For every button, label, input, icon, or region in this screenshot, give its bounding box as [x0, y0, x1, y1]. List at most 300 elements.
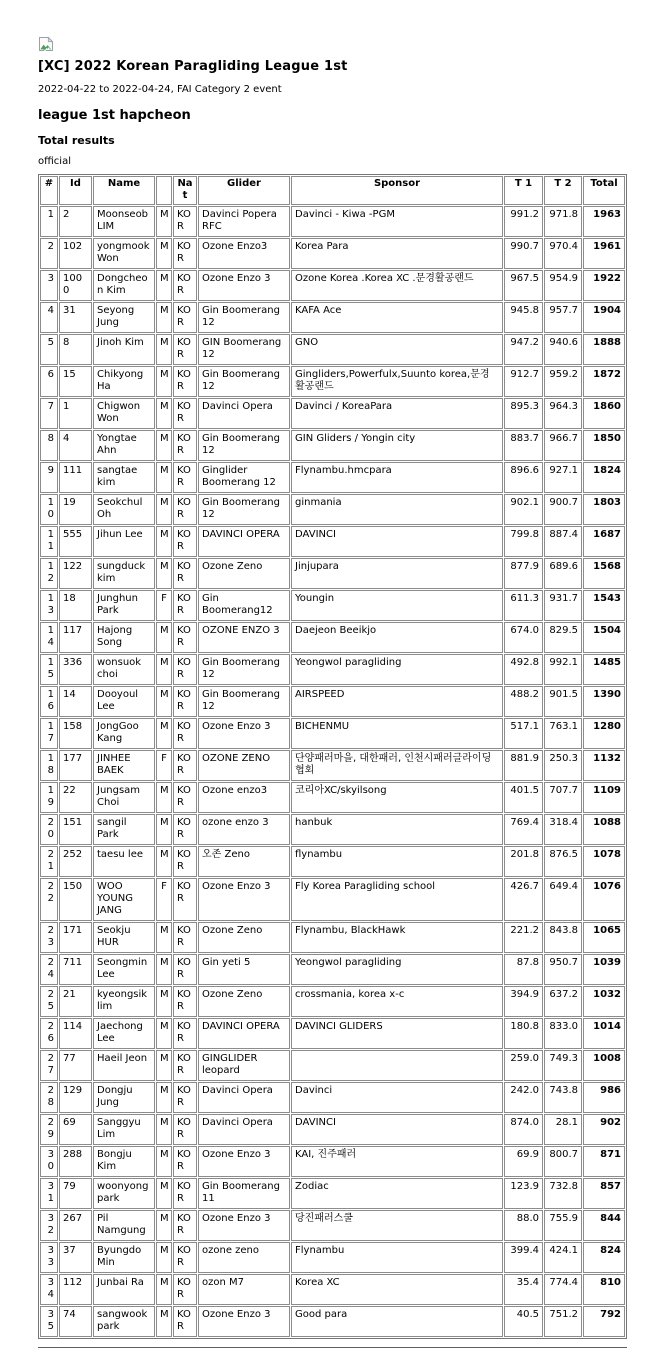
cell-total: 844 [583, 1210, 625, 1241]
cell-total: 1687 [583, 526, 625, 557]
table-row [40, 622, 625, 653]
cell-total: 1904 [583, 302, 625, 333]
cell-name: Hajong Song [93, 622, 155, 653]
cell-t1: 87.8 [504, 954, 543, 985]
table-row [40, 878, 625, 921]
cell-id: 14 [59, 686, 92, 717]
cell-sponsor: Fly Korea Paragliding school [291, 878, 503, 921]
cell-t2: 250.3 [544, 750, 582, 781]
cell-total: 1872 [583, 366, 625, 397]
cell-gender: M [156, 1242, 172, 1273]
cell-t1: 991.2 [504, 206, 543, 237]
cell-t2: 900.7 [544, 494, 582, 525]
cell-rank: 31 [40, 1178, 58, 1209]
cell-gender: M [156, 398, 172, 429]
cell-gender: M [156, 494, 172, 525]
cell-total: 1803 [583, 494, 625, 525]
cell-gender: M [156, 462, 172, 493]
table-row [40, 1242, 625, 1273]
cell-gender: M [156, 1114, 172, 1145]
cell-id: 158 [59, 718, 92, 749]
cell-gender: M [156, 922, 172, 953]
cell-nat: KOR [173, 654, 197, 685]
cell-glider: Ozone enzo3 [198, 782, 290, 813]
cell-t1: 401.5 [504, 782, 543, 813]
table-row [40, 398, 625, 429]
header-cell-name: Name [93, 176, 155, 205]
cell-nat: KOR [173, 1146, 197, 1177]
cell-name: Seokju HUR [93, 922, 155, 953]
cell-gender: M [156, 334, 172, 365]
cell-nat: KOR [173, 334, 197, 365]
cell-t2: 749.3 [544, 1050, 582, 1081]
cell-sponsor: Ozone Korea .Korea XC .문경활공랜드 [291, 270, 503, 301]
cell-gender: F [156, 878, 172, 921]
cell-total: 986 [583, 1082, 625, 1113]
cell-gender: M [156, 270, 172, 301]
cell-t1: 945.8 [504, 302, 543, 333]
cell-rank: 2 [40, 238, 58, 269]
cell-gender: M [156, 526, 172, 557]
cell-name: Seongmin Lee [93, 954, 155, 985]
cell-rank: 5 [40, 334, 58, 365]
results-type-heading: Total results [38, 134, 115, 147]
cell-name: Seokchul Oh [93, 494, 155, 525]
cell-total: 1039 [583, 954, 625, 985]
cell-glider: Ozone Enzo 3 [198, 1146, 290, 1177]
cell-t1: 611.3 [504, 590, 543, 621]
header-cell-nat: Nat [173, 176, 197, 205]
cell-t2: 964.3 [544, 398, 582, 429]
cell-nat: KOR [173, 1274, 197, 1305]
cell-glider: Davinci Opera [198, 1082, 290, 1113]
cell-nat: KOR [173, 1114, 197, 1145]
table-row [40, 1146, 625, 1177]
cell-nat: KOR [173, 526, 197, 557]
cell-total: 1078 [583, 846, 625, 877]
cell-rank: 15 [40, 654, 58, 685]
cell-sponsor: Gingliders,Powerfulx,Suunto korea,문경활공랜드 [291, 366, 503, 397]
table-row [40, 1018, 625, 1049]
cell-name: Jaechong Lee [93, 1018, 155, 1049]
cell-t2: 970.4 [544, 238, 582, 269]
page-title: [XC] 2022 Korean Paragliding League 1st [38, 59, 348, 74]
cell-total: 1132 [583, 750, 625, 781]
cell-id: 1000 [59, 270, 92, 301]
cell-id: 711 [59, 954, 92, 985]
cell-rank: 9 [40, 462, 58, 493]
cell-sponsor: hanbuk [291, 814, 503, 845]
cell-id: 31 [59, 302, 92, 333]
cell-t2: 424.1 [544, 1242, 582, 1273]
cell-t1: 492.8 [504, 654, 543, 685]
cell-rank: 1 [40, 206, 58, 237]
cell-nat: KOR [173, 206, 197, 237]
cell-total: 1065 [583, 922, 625, 953]
cell-total: 1543 [583, 590, 625, 621]
cell-nat: KOR [173, 622, 197, 653]
cell-glider: Davinci Opera [198, 398, 290, 429]
cell-gender: M [156, 814, 172, 845]
table-header-row [40, 176, 625, 205]
cell-sponsor: crossmania, korea x-c [291, 986, 503, 1017]
cell-t1: 69.9 [504, 1146, 543, 1177]
cell-sponsor: AIRSPEED [291, 686, 503, 717]
cell-t2: 774.4 [544, 1274, 582, 1305]
cell-glider: ozone enzo 3 [198, 814, 290, 845]
table-row [40, 1274, 625, 1305]
table-row [40, 558, 625, 589]
cell-nat: KOR [173, 782, 197, 813]
cell-name: taesu lee [93, 846, 155, 877]
cell-glider: ozone zeno [198, 1242, 290, 1273]
table-row [40, 922, 625, 953]
header-cell-t2: T 2 [544, 176, 582, 205]
table-row [40, 1082, 625, 1113]
cell-gender: M [156, 718, 172, 749]
header-cell-gender [156, 176, 172, 205]
cell-gender: M [156, 986, 172, 1017]
cell-glider: Gin Boomerang 11 [198, 1178, 290, 1209]
cell-name: Junghun Park [93, 590, 155, 621]
cell-total: 1076 [583, 878, 625, 921]
cell-glider: Ozone Enzo 3 [198, 1210, 290, 1241]
cell-rank: 19 [40, 782, 58, 813]
table-row [40, 750, 625, 781]
cell-t2: 876.5 [544, 846, 582, 877]
cell-nat: KOR [173, 954, 197, 985]
table-row [40, 1306, 625, 1337]
cell-t2: 763.1 [544, 718, 582, 749]
cell-t2: 800.7 [544, 1146, 582, 1177]
cell-rank: 23 [40, 922, 58, 953]
table-row [40, 494, 625, 525]
cell-total: 1963 [583, 206, 625, 237]
cell-id: 18 [59, 590, 92, 621]
cell-name: Seyong Jung [93, 302, 155, 333]
cell-gender: M [156, 1306, 172, 1337]
cell-glider: Gin Boomerang 12 [198, 302, 290, 333]
cell-sponsor: KAI, 진주패러 [291, 1146, 503, 1177]
cell-name: sungduck kim [93, 558, 155, 589]
cell-t1: 35.4 [504, 1274, 543, 1305]
table-row [40, 686, 625, 717]
cell-nat: KOR [173, 238, 197, 269]
cell-t2: 927.1 [544, 462, 582, 493]
table-row [40, 462, 625, 493]
cell-rank: 17 [40, 718, 58, 749]
cell-gender: M [156, 622, 172, 653]
cell-t1: 896.6 [504, 462, 543, 493]
cell-gender: F [156, 590, 172, 621]
cell-nat: KOR [173, 558, 197, 589]
cell-t1: 902.1 [504, 494, 543, 525]
cell-rank: 6 [40, 366, 58, 397]
cell-name: Jungsam Choi [93, 782, 155, 813]
cell-name: Bongju Kim [93, 1146, 155, 1177]
cell-t1: 88.0 [504, 1210, 543, 1241]
cell-sponsor: 단양패러마을, 대한패러, 인천시패러글라이딩협회 [291, 750, 503, 781]
cell-t2: 833.0 [544, 1018, 582, 1049]
header-cell-glider: Glider [198, 176, 290, 205]
cell-rank: 16 [40, 686, 58, 717]
cell-rank: 29 [40, 1114, 58, 1145]
cell-name: JINHEE BAEK [93, 750, 155, 781]
cell-total: 1390 [583, 686, 625, 717]
cell-total: 1922 [583, 270, 625, 301]
cell-sponsor: DAVINCI [291, 1114, 503, 1145]
cell-id: 336 [59, 654, 92, 685]
cell-name: Sanggyu Lim [93, 1114, 155, 1145]
cell-id: 8 [59, 334, 92, 365]
cell-sponsor: Flynambu.hmcpara [291, 462, 503, 493]
cell-gender: M [156, 1274, 172, 1305]
cell-rank: 12 [40, 558, 58, 589]
cell-id: 129 [59, 1082, 92, 1113]
cell-name: kyeongsik lim [93, 986, 155, 1017]
cell-rank: 21 [40, 846, 58, 877]
cell-t1: 399.4 [504, 1242, 543, 1273]
cell-rank: 7 [40, 398, 58, 429]
cell-id: 2 [59, 206, 92, 237]
cell-glider: Gin Boomerang 12 [198, 494, 290, 525]
cell-t1: 912.7 [504, 366, 543, 397]
cell-glider: DAVINCI OPERA [198, 526, 290, 557]
cell-rank: 22 [40, 878, 58, 921]
cell-rank: 8 [40, 430, 58, 461]
cell-nat: KOR [173, 718, 197, 749]
cell-rank: 27 [40, 1050, 58, 1081]
cell-t2: 971.8 [544, 206, 582, 237]
table-row [40, 1210, 625, 1241]
cell-t1: 221.2 [504, 922, 543, 953]
cell-rank: 25 [40, 986, 58, 1017]
cell-id: 15 [59, 366, 92, 397]
cell-rank: 34 [40, 1274, 58, 1305]
cell-glider: Gin Boomerang 12 [198, 430, 290, 461]
cell-name: sangtae kim [93, 462, 155, 493]
cell-sponsor: Jinjupara [291, 558, 503, 589]
cell-glider: Ginglider Boomerang 12 [198, 462, 290, 493]
cell-t1: 674.0 [504, 622, 543, 653]
cell-glider: 오존 Zeno [198, 846, 290, 877]
cell-name: Jihun Lee [93, 526, 155, 557]
cell-id: 177 [59, 750, 92, 781]
cell-name: woonyong park [93, 1178, 155, 1209]
cell-id: 171 [59, 922, 92, 953]
cell-sponsor: GNO [291, 334, 503, 365]
cell-nat: KOR [173, 750, 197, 781]
cell-t1: 877.9 [504, 558, 543, 589]
cell-sponsor: DAVINCI GLIDERS [291, 1018, 503, 1049]
header-cell-total: Total [583, 176, 625, 205]
cell-sponsor: KAFA Ace [291, 302, 503, 333]
cell-id: 21 [59, 986, 92, 1017]
cell-nat: KOR [173, 590, 197, 621]
cell-gender: M [156, 1210, 172, 1241]
cell-gender: M [156, 846, 172, 877]
bottom-divider [38, 1347, 627, 1348]
cell-name: Moonseob LIM [93, 206, 155, 237]
cell-nat: KOR [173, 814, 197, 845]
cell-name: Chigwon Won [93, 398, 155, 429]
table-row [40, 954, 625, 985]
cell-id: 114 [59, 1018, 92, 1049]
cell-sponsor: ginmania [291, 494, 503, 525]
cell-gender: M [156, 302, 172, 333]
cell-sponsor: Korea Para [291, 238, 503, 269]
table-row [40, 526, 625, 557]
cell-rank: 14 [40, 622, 58, 653]
cell-id: 112 [59, 1274, 92, 1305]
cell-gender: F [156, 750, 172, 781]
cell-nat: KOR [173, 366, 197, 397]
cell-glider: Ozone Enzo3 [198, 238, 290, 269]
cell-gender: M [156, 954, 172, 985]
header-cell-rank: # [40, 176, 58, 205]
cell-t2: 931.7 [544, 590, 582, 621]
cell-gender: M [156, 206, 172, 237]
cell-id: 69 [59, 1114, 92, 1145]
cell-id: 288 [59, 1146, 92, 1177]
cell-name: Yongtae Ahn [93, 430, 155, 461]
cell-glider: DAVINCI OPERA [198, 1018, 290, 1049]
cell-sponsor: GIN Gliders / Yongin city [291, 430, 503, 461]
cell-glider: Gin yeti 5 [198, 954, 290, 985]
cell-t2: 957.7 [544, 302, 582, 333]
table-row [40, 590, 625, 621]
cell-t2: 751.2 [544, 1306, 582, 1337]
table-row [40, 654, 625, 685]
cell-sponsor: Yeongwol paragliding [291, 954, 503, 985]
cell-t2: 887.4 [544, 526, 582, 557]
cell-t1: 123.9 [504, 1178, 543, 1209]
cell-t1: 201.8 [504, 846, 543, 877]
cell-nat: KOR [173, 1242, 197, 1273]
table-row [40, 270, 625, 301]
cell-id: 555 [59, 526, 92, 557]
table-row [40, 302, 625, 333]
table-row [40, 718, 625, 749]
broken-image-icon [38, 36, 54, 52]
cell-id: 22 [59, 782, 92, 813]
cell-id: 111 [59, 462, 92, 493]
cell-rank: 30 [40, 1146, 58, 1177]
cell-name: sangil Park [93, 814, 155, 845]
cell-glider: Gin Boomerang12 [198, 590, 290, 621]
cell-name: wonsuok choi [93, 654, 155, 685]
cell-sponsor: Davinci - Kiwa -PGM [291, 206, 503, 237]
cell-id: 150 [59, 878, 92, 921]
cell-rank: 13 [40, 590, 58, 621]
cell-id: 4 [59, 430, 92, 461]
cell-glider: Ozone Enzo 3 [198, 1306, 290, 1337]
cell-nat: KOR [173, 846, 197, 877]
cell-t2: 950.7 [544, 954, 582, 985]
cell-rank: 20 [40, 814, 58, 845]
cell-id: 122 [59, 558, 92, 589]
cell-rank: 4 [40, 302, 58, 333]
table-row [40, 1114, 625, 1145]
cell-nat: KOR [173, 398, 197, 429]
cell-glider: ozon M7 [198, 1274, 290, 1305]
cell-t2: 689.6 [544, 558, 582, 589]
cell-id: 267 [59, 1210, 92, 1241]
cell-sponsor: 당진패러스쿨 [291, 1210, 503, 1241]
cell-t1: 895.3 [504, 398, 543, 429]
cell-t1: 947.2 [504, 334, 543, 365]
cell-sponsor [291, 1050, 503, 1081]
cell-total: 1850 [583, 430, 625, 461]
cell-name: yongmook Won [93, 238, 155, 269]
cell-t2: 318.4 [544, 814, 582, 845]
cell-glider: Ozone Enzo 3 [198, 270, 290, 301]
cell-nat: KOR [173, 1018, 197, 1049]
table-row [40, 366, 625, 397]
cell-total: 1961 [583, 238, 625, 269]
cell-id: 252 [59, 846, 92, 877]
cell-rank: 32 [40, 1210, 58, 1241]
cell-name: Jinoh Kim [93, 334, 155, 365]
table-row [40, 1178, 625, 1209]
cell-rank: 10 [40, 494, 58, 525]
event-dates: 2022-04-22 to 2022-04-24, FAI Category 2 event [38, 84, 282, 95]
cell-rank: 28 [40, 1082, 58, 1113]
cell-t1: 488.2 [504, 686, 543, 717]
cell-sponsor: Flynambu [291, 1242, 503, 1273]
cell-rank: 3 [40, 270, 58, 301]
cell-name: WOO YOUNG JANG [93, 878, 155, 921]
cell-name: Haeil Jeon [93, 1050, 155, 1081]
cell-gender: M [156, 1050, 172, 1081]
cell-t1: 242.0 [504, 1082, 543, 1113]
cell-total: 1280 [583, 718, 625, 749]
cell-t2: 959.2 [544, 366, 582, 397]
cell-glider: Gin Boomerang 12 [198, 654, 290, 685]
cell-nat: KOR [173, 1306, 197, 1337]
cell-glider: Gin Boomerang 12 [198, 686, 290, 717]
cell-t1: 40.5 [504, 1306, 543, 1337]
status-label: official [38, 156, 71, 167]
cell-t1: 883.7 [504, 430, 543, 461]
cell-id: 117 [59, 622, 92, 653]
cell-gender: M [156, 1018, 172, 1049]
cell-sponsor: BICHENMU [291, 718, 503, 749]
cell-total: 792 [583, 1306, 625, 1337]
cell-t2: 732.8 [544, 1178, 582, 1209]
table-row [40, 430, 625, 461]
cell-rank: 24 [40, 954, 58, 985]
table-row [40, 1050, 625, 1081]
cell-total: 1504 [583, 622, 625, 653]
cell-nat: KOR [173, 302, 197, 333]
table-row [40, 986, 625, 1017]
cell-total: 1014 [583, 1018, 625, 1049]
cell-t1: 967.5 [504, 270, 543, 301]
task-title: league 1st hapcheon [38, 108, 191, 123]
cell-t2: 966.7 [544, 430, 582, 461]
cell-sponsor: Youngin [291, 590, 503, 621]
cell-sponsor: Zodiac [291, 1178, 503, 1209]
cell-glider: Gin Boomerang 12 [198, 366, 290, 397]
cell-total: 1088 [583, 814, 625, 845]
cell-glider: OZONE ZENO [198, 750, 290, 781]
cell-gender: M [156, 558, 172, 589]
cell-nat: KOR [173, 1210, 197, 1241]
cell-total: 1109 [583, 782, 625, 813]
cell-sponsor: Yeongwol paragliding [291, 654, 503, 685]
cell-nat: KOR [173, 986, 197, 1017]
